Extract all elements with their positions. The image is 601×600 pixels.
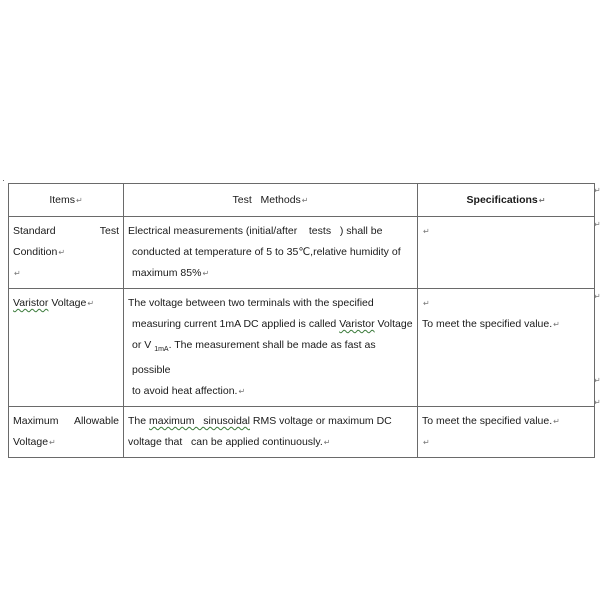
- method-text: voltage that can be applied continuously.: [128, 436, 323, 449]
- method-text: maximum sinusoidal: [149, 415, 250, 428]
- method-text: to avoid heat affection.: [132, 385, 238, 398]
- method-text: RMS voltage or maximum DC: [249, 415, 392, 428]
- spec-text: To meet the specified value.: [422, 415, 553, 428]
- return-mark: ↵: [594, 220, 601, 229]
- header-specifications: [418, 184, 595, 217]
- header-test-methods-label: Test Methods: [232, 193, 301, 206]
- method-text: or V: [132, 339, 155, 351]
- item-cell: [9, 407, 124, 458]
- return-mark: ↵: [58, 248, 66, 257]
- subscript: 1mA: [154, 346, 169, 354]
- return-mark: ↵: [594, 292, 601, 301]
- table-header-row: [9, 184, 595, 217]
- table-row: [9, 217, 595, 289]
- header-test-methods: [124, 184, 418, 217]
- return-mark: ↵: [423, 438, 430, 448]
- header-items: [9, 184, 124, 217]
- corner-mark: ·: [2, 175, 5, 185]
- return-mark: ↵: [75, 195, 83, 205]
- method-text: ,relative humidity of: [310, 246, 401, 258]
- item-text: Standard: [13, 225, 56, 237]
- item-text: Allowable: [74, 415, 119, 428]
- item-text: Test: [99, 225, 119, 237]
- specifications-table: [8, 183, 595, 458]
- spec-cell: [418, 407, 595, 458]
- item-cell: [9, 289, 124, 407]
- method-cell: [124, 217, 418, 289]
- item-text: Varistor: [13, 297, 49, 309]
- return-mark: ↵: [594, 376, 601, 385]
- method-text: The voltage between two terminals with the specified: [128, 297, 374, 309]
- return-mark: ↵: [538, 195, 546, 205]
- return-mark: ↵: [301, 195, 309, 205]
- item-text: Maximum: [13, 415, 59, 428]
- item-text: Voltage: [13, 436, 49, 449]
- return-mark: ↵: [14, 269, 21, 278]
- method-text: measuring current 1mA DC applied is called: [132, 318, 340, 330]
- method-text: maximum 85%: [132, 267, 202, 279]
- method-cell: [124, 407, 418, 458]
- return-mark: ↵: [202, 269, 210, 278]
- degree-symbol: ℃: [298, 246, 311, 258]
- return-mark: ↵: [323, 438, 331, 448]
- method-text: The: [128, 415, 150, 428]
- return-mark: ↵: [594, 398, 601, 407]
- return-mark: ↵: [238, 387, 246, 397]
- table-row: [9, 407, 595, 458]
- spec-text: To meet the specified value.: [422, 318, 553, 330]
- return-mark: ↵: [423, 299, 430, 308]
- header-items-label: Items: [49, 193, 75, 206]
- header-specifications-label: Specifications: [466, 193, 538, 206]
- method-text: conducted at temperature of 5 to 35: [132, 246, 299, 258]
- return-mark: ↵: [553, 320, 560, 329]
- method-text: Voltage: [374, 318, 413, 330]
- item-cell: [9, 217, 124, 289]
- method-text: . The measurement shall be made as fast as possible: [132, 339, 376, 377]
- method-text: Varistor: [339, 318, 375, 330]
- spec-cell: [418, 217, 595, 289]
- item-text: Condition: [13, 246, 58, 258]
- return-mark: ↵: [423, 227, 430, 236]
- return-mark: ↵: [594, 186, 601, 195]
- item-text: Voltage: [48, 297, 87, 309]
- return-mark: ↵: [87, 299, 95, 308]
- method-text: Electrical measurements (initial/after tests ) shall be: [128, 225, 383, 237]
- return-mark: ↵: [49, 438, 56, 448]
- method-cell: [124, 289, 418, 407]
- return-mark: ↵: [553, 417, 560, 427]
- spec-cell: [418, 289, 595, 407]
- table-row: [9, 289, 595, 407]
